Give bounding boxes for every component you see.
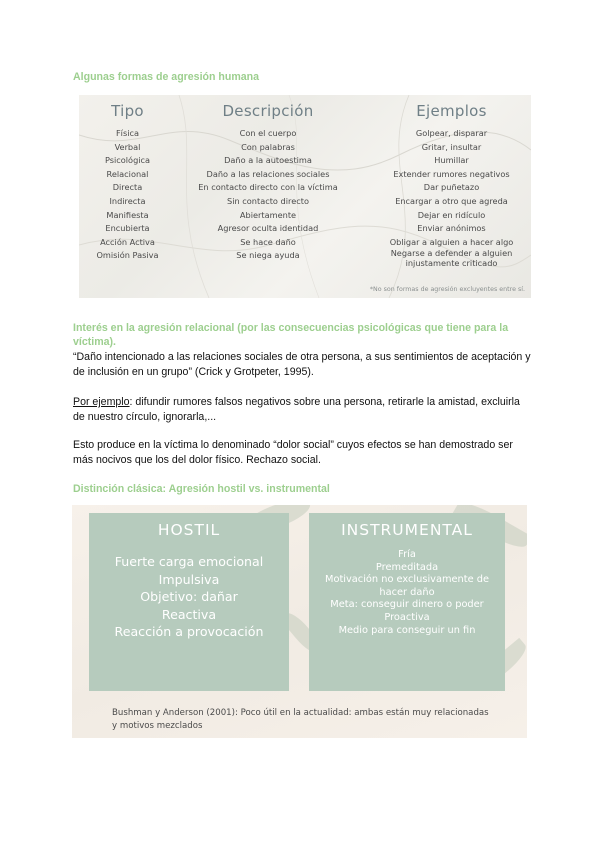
column-ejemplos xyxy=(369,95,531,298)
table-cell: Obligar a alguien a hacer algo xyxy=(389,236,514,247)
instrumental-item: Fría xyxy=(398,549,416,560)
table-cell: Con el cuerpo xyxy=(239,128,297,138)
table-cell: Negarse a defender a alguien injustamente criticado xyxy=(390,248,513,268)
table-cell: Acción Activa xyxy=(100,236,155,247)
table-cell: Encubierta xyxy=(105,223,150,234)
table-cell: Enviar anónimos xyxy=(417,223,486,234)
table-cell: Daño a la autoestima xyxy=(224,155,312,166)
relational-aggression-definition: “Daño intencionado a las relaciones sociales de otra persona, a sus sentimientos de aceptación y de inclusión en un grupo” (Crick y Grotpeter, 1995). xyxy=(73,351,531,378)
table-cell: Sin contacto directo xyxy=(227,195,309,206)
section-heading-aggression-forms: Algunas formas de agresión humana xyxy=(73,71,260,83)
table-cell: Golpear, disparar xyxy=(415,128,488,138)
table-cell: Psicológica xyxy=(104,155,151,166)
hostil-item: Reactiva xyxy=(161,606,217,622)
table-footnote: *No son formas de agresión excluyentes entre sí. xyxy=(369,286,525,293)
hostil-item: Fuerte carga emocional xyxy=(114,554,264,569)
column-descripcion xyxy=(176,95,360,298)
example-text: : difundir rumores falsos negativos sobre una persona, retirarle la amistad, excluirla de nuestro círculo, ignorarla,... xyxy=(73,396,520,423)
hostil-item: Impulsiva xyxy=(158,571,220,587)
table-cell: Extender rumores negativos xyxy=(393,168,510,179)
example-label: Por ejemplo xyxy=(73,396,130,408)
social-pain-paragraph: Esto produce en la víctima lo denominado “dolor social” cuyos efectos se han demostrado ser más nocivos que los del dolor físico. Rechazo social. xyxy=(73,439,513,466)
column-header-tipo: Tipo xyxy=(111,102,144,120)
aggression-forms-table-image xyxy=(79,95,531,298)
bushman-anderson-note: Bushman y Anderson (2001): Poco útil en la actualidad: ambas están muy relacionadas y motivos mezclados xyxy=(112,708,489,731)
relational-aggression-example xyxy=(73,395,533,425)
instrumental-item: Motivación no exclusivamente de hacer daño xyxy=(325,574,489,598)
table-cell: Manifiesta xyxy=(106,209,149,220)
table-cell: Se hace daño xyxy=(240,236,296,247)
table-cell: En contacto directo con la víctima xyxy=(198,182,338,193)
hostil-item: Objetivo: dañar xyxy=(140,589,238,604)
table-cell: Abiertamente xyxy=(239,209,297,220)
instrumental-item: Meta: conseguir dinero o poder xyxy=(330,599,484,611)
table-cell: Se niega ayuda xyxy=(236,250,300,261)
column-header-descripcion: Descripción xyxy=(222,102,314,120)
hostil-box xyxy=(89,513,289,691)
instrumental-item: Proactiva xyxy=(384,611,430,623)
table-cell: Directa xyxy=(112,182,143,193)
instrumental-item: Medio para conseguir un fin xyxy=(338,624,476,636)
table-cell: Con palabras xyxy=(241,141,295,152)
table-cell: Verbal xyxy=(114,141,141,152)
table-cell: Agresor oculta identidad xyxy=(217,223,319,234)
column-header-ejemplos: Ejemplos xyxy=(416,102,487,120)
instrumental-title: INSTRUMENTAL xyxy=(341,521,473,539)
hostile-vs-instrumental-image xyxy=(72,505,527,738)
table-cell: Daño a las relaciones sociales xyxy=(206,168,330,179)
hostil-item: Reacción a provocación xyxy=(114,624,264,639)
table-cell: Gritar, insultar xyxy=(421,141,482,152)
instrumental-box xyxy=(309,513,505,691)
column-tipo xyxy=(79,95,176,298)
hostil-title: HOSTIL xyxy=(157,521,221,539)
table-cell: Física xyxy=(115,128,140,138)
table-cell: Encargar a otro que agreda xyxy=(395,195,508,206)
table-cell: Indirecta xyxy=(109,195,146,206)
table-cell: Relacional xyxy=(106,168,149,179)
table-cell: Dar puñetazo xyxy=(423,182,480,193)
table-cell: Dejar en ridículo xyxy=(417,209,486,220)
table-cell: Omisión Pasiva xyxy=(96,250,159,261)
instrumental-item: Premeditada xyxy=(375,561,439,573)
section-heading-relational-aggression: Interés en la agresión relacional (por las consecuencias psicológicas que tiene para la víctima). xyxy=(73,322,509,348)
section-heading-classic-distinction: Distinción clásica: Agresión hostil vs. instrumental xyxy=(73,483,330,495)
table-cell: Humillar xyxy=(434,155,469,166)
